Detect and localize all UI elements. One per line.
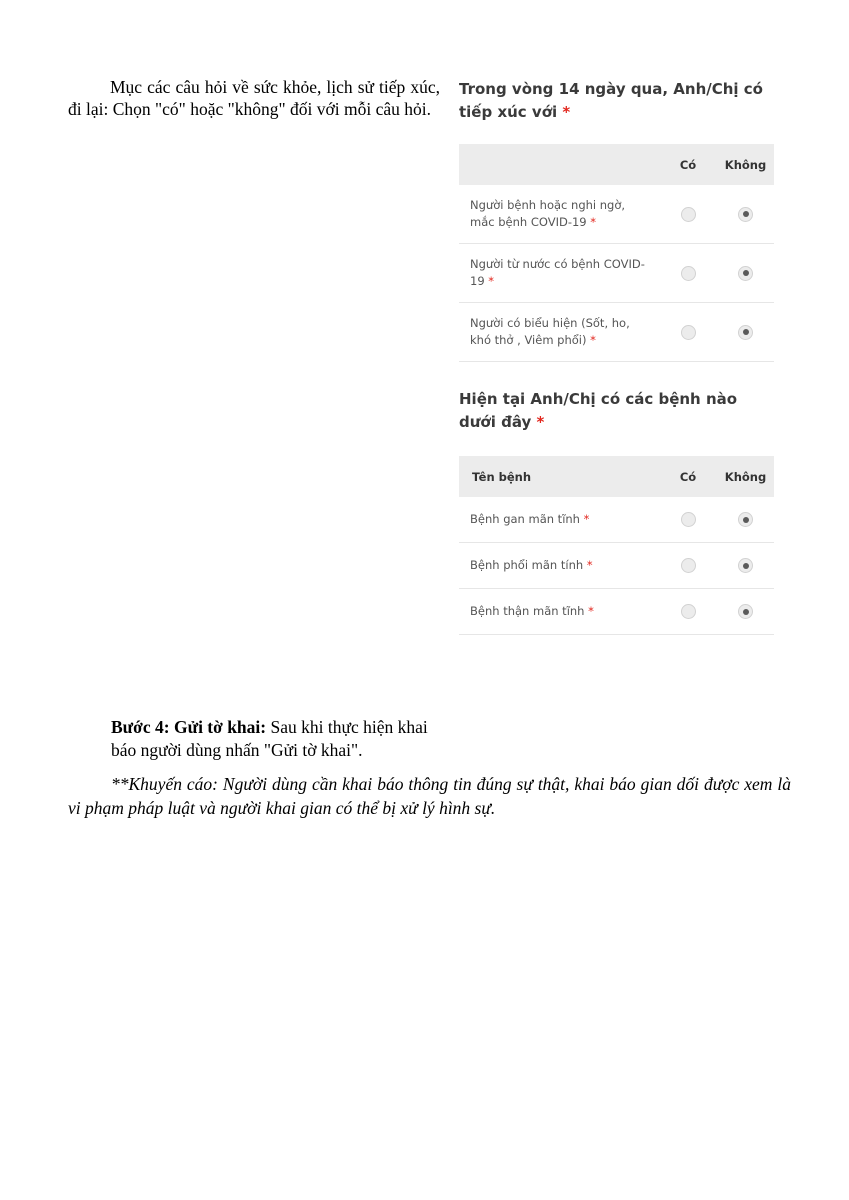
step4-paragraph [111, 716, 511, 762]
required-mark: * [536, 413, 545, 431]
required-mark: * [562, 103, 571, 121]
required-mark: * [583, 512, 590, 526]
table-row [459, 185, 774, 244]
row-label-text: Người từ nước có bệnh COVID-19 [470, 257, 645, 288]
table-row [459, 303, 774, 362]
section2-title [459, 388, 774, 440]
header-label: Tên bệnh [459, 456, 659, 497]
radio-yes[interactable] [681, 558, 696, 573]
intro-paragraph: Mục các câu hỏi về sức khỏe, lịch sử tiếp xúc, đi lại: Chọn "có" hoặc "không" đối với mỗi câu hỏi. [68, 77, 440, 119]
table-row [459, 543, 774, 589]
warning-note: **Khuyến cáo: Người dùng cần khai báo thông tin đúng sự thật, khai báo gian dối được xem là vi phạm pháp luật và người khai gian có thể bị xử lý hình sự. [68, 774, 791, 818]
radio-no[interactable] [738, 207, 753, 222]
section1-title [459, 78, 774, 128]
header-yes: Có [659, 144, 717, 185]
table-row [459, 589, 774, 635]
step4-label: Bước 4: Gửi tờ khai: [111, 717, 267, 737]
disease-question-table [459, 456, 774, 635]
required-mark: * [590, 333, 596, 347]
section1-title-text: Trong vòng 14 ngày qua, Anh/Chị có tiếp xúc với [459, 80, 763, 121]
required-mark: * [588, 604, 594, 618]
radio-yes[interactable] [681, 325, 696, 340]
row-label [459, 497, 659, 543]
table-header-row [459, 456, 774, 497]
header-no: Không [717, 144, 774, 185]
health-declaration-form [459, 78, 774, 635]
header-label [459, 144, 659, 185]
table-row [459, 497, 774, 543]
row-label [459, 244, 659, 303]
row-label-text: Bệnh phổi mãn tính [470, 558, 584, 572]
radio-no[interactable] [738, 558, 753, 573]
table-row [459, 244, 774, 303]
step4-text-line2: báo người dùng nhấn "Gửi tờ khai". [111, 740, 363, 760]
radio-yes[interactable] [681, 207, 696, 222]
row-label [459, 543, 659, 589]
table-header-row [459, 144, 774, 185]
radio-no[interactable] [738, 604, 753, 619]
header-yes: Có [659, 456, 717, 497]
contact-question-table [459, 144, 774, 362]
row-label-text: Người bệnh hoặc nghi ngờ, mắc bệnh COVID-19 [470, 198, 626, 229]
header-no: Không [717, 456, 774, 497]
radio-no[interactable] [738, 512, 753, 527]
radio-yes[interactable] [681, 266, 696, 281]
radio-no[interactable] [738, 325, 753, 340]
radio-no[interactable] [738, 266, 753, 281]
section2-title-text: Hiện tại Anh/Chị có các bệnh nào dưới đây [459, 390, 738, 431]
row-label [459, 303, 659, 362]
radio-yes[interactable] [681, 512, 696, 527]
row-label [459, 589, 659, 635]
row-label-text: Người có biểu hiện (Sốt, ho, khó thở , Viêm phổi) [470, 316, 630, 347]
row-label-text: Bệnh thận mãn tĩnh [470, 604, 585, 618]
required-mark: * [586, 558, 593, 572]
required-mark: * [488, 274, 495, 288]
row-label-text: Bệnh gan mãn tĩnh [470, 512, 580, 526]
radio-yes[interactable] [681, 604, 696, 619]
step4-text-line1: Sau khi thực hiện khai [270, 717, 428, 737]
row-label [459, 185, 659, 244]
required-mark: * [590, 215, 597, 229]
